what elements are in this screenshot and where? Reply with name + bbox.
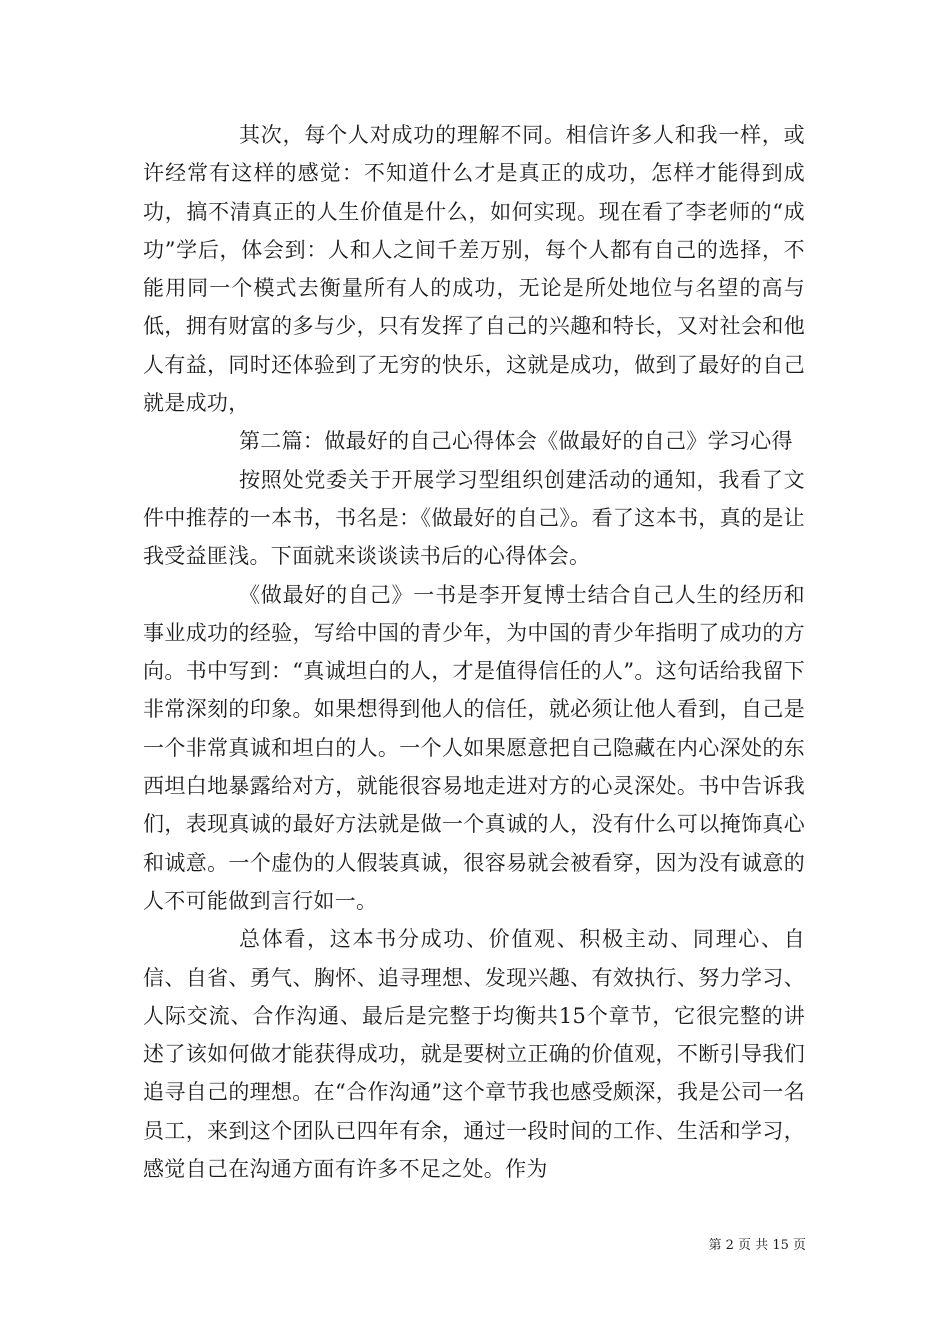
paragraph-study-notice: 按照处党委关于开展学习型组织创建活动的通知，我看了文件中推荐的一本书，书名是：《做最好的自己》。看了这本书，真的是让我受益匪浅。下面就来谈谈读书后的心得体会。 bbox=[143, 467, 805, 569]
document-body bbox=[143, 116, 805, 1188]
section-heading-second-article: 第二篇：做最好的自己心得体会《做最好的自己》学习心得 bbox=[239, 429, 793, 454]
paragraph-success-understanding: 其次，每个人对成功的理解不同。相信许多人和我一样，或许经常有这样的感觉：不知道什么才是真正的成功，怎样才能得到成功，搞不清真正的人生价值是什么，如何实现。现在看了李老师的“成功”学后，体会到：人和人之间千差万别，每个人都有自己的选择，不能用同一个模式去衡量所有人的成功，无论是所处地位与名望的高与低，拥有财富的多与少，只有发挥了自己的兴趣和特长，又对社会和他人有益，同时还体验到了无穷的快乐，这就是成功，做到了最好的自己就是成功， bbox=[143, 123, 805, 416]
page-number-footer: 第 2 页 共 15 页 bbox=[708, 1238, 806, 1253]
paragraph-book-summary: 《做最好的自己》一书是李开复博士结合自己人生的经历和事业成功的经验，写给中国的青少年，为中国的青少年指明了成功的方向。书中写到：“真诚坦白的人，才是值得信任的人”。这句话给我留下非常深刻的印象。如果想得到他人的信任，就必须让他人看到，自己是一个非常真诚和坦白的人。一个人如果愿意把自己隐藏在内心深处的东西坦白地暴露给对方，就能很容易地走进对方的心灵深处。书中告诉我们，表现真诚的最好方法就是做一个真诚的人，没有什么可以掩饰真心和诚意。一个虚伪的人假装真诚，很容易就会被看穿，因为没有诚意的人不可能做到言行如一。 bbox=[143, 582, 805, 913]
paragraph-overall-view: 总体看，这本书分成功、价值观、积极主动、同理心、自信、自省、勇气、胸怀、追寻理想、发现兴趣、有效执行、努力学习、人际交流、合作沟通、最后是完整于均衡共15个章节，它很完整的讲述了该如何做才能获得成功，就是要树立正确的价值观，不断引导我们追寻自己的理想。在“合作沟通”这个章节我也感受颇深，我是公司一名员工，来到这个团队已四年有余，通过一段时间的工作、生活和学习，感觉自己在沟通方面有许多不足之处。作为 bbox=[143, 927, 805, 1182]
